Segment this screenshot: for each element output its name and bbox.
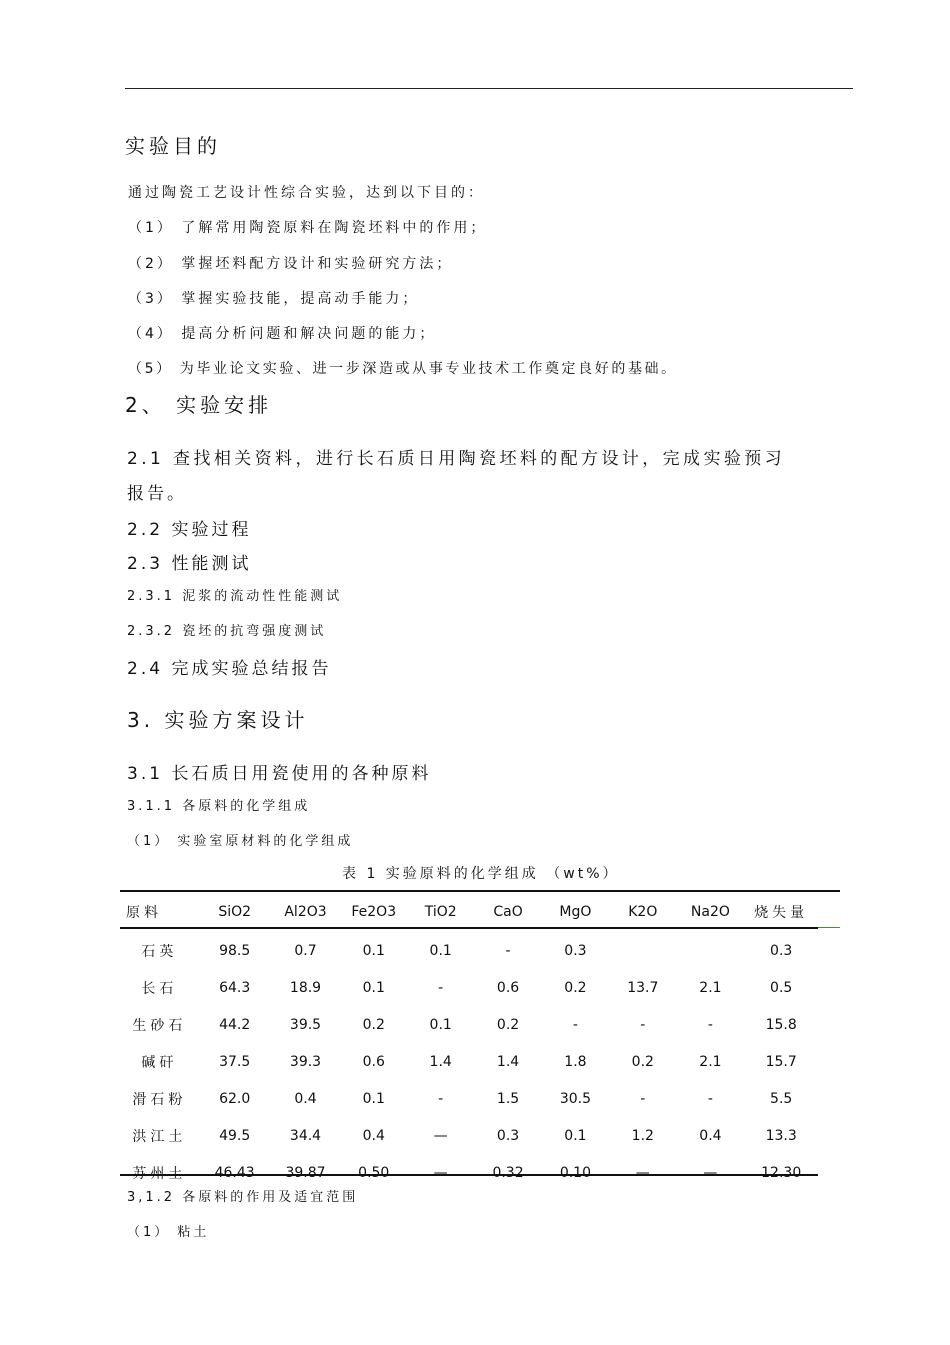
table-cell: 0.50 xyxy=(358,1164,390,1181)
table-caption: 表 1 实验原料的化学组成 （wt%） xyxy=(342,866,620,882)
table-cell: 0.1 xyxy=(564,1127,587,1144)
table-cell: - xyxy=(505,942,511,959)
table-cell: 15.7 xyxy=(765,1053,797,1070)
col-header: Na2O xyxy=(690,904,730,920)
table-cell: 0.2 xyxy=(631,1053,654,1070)
table-cell xyxy=(609,932,676,969)
table-cell: 苏州土 xyxy=(132,1165,187,1182)
table-row xyxy=(120,932,818,969)
table-cell: 0.7 xyxy=(294,942,317,959)
table-cell: 0.1 xyxy=(429,1016,452,1033)
table-cell: 0.1 xyxy=(362,979,385,996)
section-title-aims: 实验目的 xyxy=(125,134,221,158)
table-cell: 0.3 xyxy=(496,1127,520,1144)
table-cell: 洪江土 xyxy=(132,1128,187,1145)
col-header: Al2O3 xyxy=(284,904,327,920)
heading-2-3: 2.3 性能测试 xyxy=(127,554,252,574)
table-cell: - xyxy=(640,1016,646,1033)
table-cell: 64.3 xyxy=(219,979,251,996)
heading-3-1: 3.1 长石质日用瓷使用的各种原料 xyxy=(127,764,432,784)
table-header-rule-accent xyxy=(818,927,840,928)
table-cell: 0.4 xyxy=(362,1127,385,1144)
section-title-2: 2、 实验安排 xyxy=(125,393,273,417)
table-cell: 0.5 xyxy=(770,979,793,996)
table-cell: 1.8 xyxy=(564,1053,587,1070)
table-row xyxy=(120,1006,818,1043)
para-3-1-2-1: （1） 粘土 xyxy=(127,1225,210,1240)
table-cell: — xyxy=(635,1164,650,1181)
table-cell: — xyxy=(433,1127,448,1144)
para-2-1-line2: 报告。 xyxy=(127,484,187,504)
heading-2-4: 2.4 完成实验总结报告 xyxy=(127,659,332,679)
table-cell: 2.1 xyxy=(699,1053,722,1070)
col-header: SiO2 xyxy=(218,904,252,920)
table-cell: 0.10 xyxy=(559,1164,591,1181)
table-cell: 34.4 xyxy=(289,1127,322,1144)
table-cell: 98.5 xyxy=(219,942,251,959)
table-cell: 39.3 xyxy=(289,1053,322,1070)
table-row xyxy=(120,969,818,1006)
heading-2-3-1: 2.3.1 泥浆的流动性性能测试 xyxy=(127,589,343,604)
col-header: Fe2O3 xyxy=(351,904,397,920)
table-cell: 0.4 xyxy=(699,1127,722,1144)
table-cell: - xyxy=(640,1090,646,1107)
heading-2-2: 2.2 实验过程 xyxy=(127,520,252,540)
table-cell: 滑石粉 xyxy=(132,1091,187,1108)
table-row xyxy=(120,1117,818,1154)
table-cell: 生砂石 xyxy=(132,1017,187,1034)
aims-item-2: （2） 掌握坯料配方设计和实验研究方法； xyxy=(128,256,454,272)
table-cell: 0.3 xyxy=(564,942,587,959)
table-cell: 13.3 xyxy=(765,1127,797,1144)
table-cell: 0.6 xyxy=(496,979,520,996)
para-2-1-line1: 2.1 查找相关资料，进行长石质日用陶瓷坯料的配方设计，完成实验预习 xyxy=(127,449,786,469)
table-cell: 碱矸 xyxy=(141,1054,178,1071)
aims-item-4: （4） 提高分析问题和解决问题的能力； xyxy=(128,326,437,342)
table-cell xyxy=(676,932,744,969)
table-cell: 44.2 xyxy=(219,1016,251,1033)
heading-3-1-1: 3.1.1 各原料的化学组成 xyxy=(127,799,311,814)
table-cell: - xyxy=(707,1090,713,1107)
table-cell: - xyxy=(438,1090,444,1107)
table-cell: 0.6 xyxy=(362,1053,385,1070)
table-cell: — xyxy=(433,1164,448,1181)
table-cell: - xyxy=(707,1016,713,1033)
heading-3-1-2: 3,1.2 各原料的作用及适宜范围 xyxy=(127,1190,359,1205)
table-cell: 0.1 xyxy=(429,942,452,959)
table-cell: 49.5 xyxy=(219,1127,251,1144)
table-cell: 62.0 xyxy=(219,1090,251,1107)
aims-item-5: （5） 为毕业论文实验、进一步深造或从事专业技术工作奠定良好的基础。 xyxy=(128,361,678,377)
table-header-row xyxy=(120,892,818,932)
heading-2-3-2: 2.3.2 瓷坯的抗弯强度测试 xyxy=(127,624,327,639)
table-row xyxy=(120,1043,818,1080)
top-rule xyxy=(125,88,853,89)
table-cell: 2.1 xyxy=(699,979,722,996)
para-3-1-1-1: （1） 实验室原材料的化学组成 xyxy=(127,834,354,849)
table-cell: 0.1 xyxy=(362,942,385,959)
table-cell: 37.5 xyxy=(219,1053,251,1070)
table-cell: 石英 xyxy=(141,943,178,960)
table-cell: 0.2 xyxy=(496,1016,520,1033)
table-cell: 1.4 xyxy=(429,1053,452,1070)
col-header: CaO xyxy=(493,904,523,920)
aims-item-3: （3） 掌握实验技能，提高动手能力； xyxy=(128,291,420,307)
section-title-3: 3. 实验方案设计 xyxy=(127,708,309,732)
col-header: MgO xyxy=(559,904,592,920)
table-cell: 0.4 xyxy=(294,1090,317,1107)
table-cell: 0.2 xyxy=(564,979,587,996)
table-cell: 0.1 xyxy=(362,1090,385,1107)
col-header: 原料 xyxy=(126,905,162,921)
table-cell: 0.3 xyxy=(770,942,793,959)
col-header: K2O xyxy=(628,904,658,920)
table-cell: 30.5 xyxy=(559,1090,591,1107)
table-cell: 0.32 xyxy=(492,1164,524,1181)
chemical-composition-table xyxy=(120,892,818,1191)
col-header: TiO2 xyxy=(424,904,457,920)
table-cell: 15.8 xyxy=(765,1016,797,1033)
table-cell: 5.5 xyxy=(770,1090,793,1107)
aims-intro: 通过陶瓷工艺设计性综合实验，达到以下目的： xyxy=(128,185,485,201)
table-cell: 18.9 xyxy=(289,979,322,996)
table-cell: 46.43 xyxy=(214,1164,255,1181)
table-cell: — xyxy=(703,1164,718,1181)
table-cell: 0.2 xyxy=(362,1016,385,1033)
table-cell: 1.4 xyxy=(496,1053,520,1070)
table-cell: 39.5 xyxy=(289,1016,322,1033)
table-cell: - xyxy=(438,979,444,996)
table-cell: 39.87 xyxy=(285,1164,326,1181)
table-cell: 长石 xyxy=(141,980,178,997)
table-row xyxy=(120,1080,818,1117)
aims-item-1: （1） 了解常用陶瓷原料在陶瓷坯料中的作用； xyxy=(128,220,488,236)
table-cell: - xyxy=(572,1016,578,1033)
table-cell: 1.5 xyxy=(496,1090,520,1107)
table-cell: 13.7 xyxy=(627,979,659,996)
table-cell: 1.2 xyxy=(631,1127,654,1144)
table-cell: 12.30 xyxy=(761,1164,802,1181)
col-header: 烧失量 xyxy=(754,905,809,921)
